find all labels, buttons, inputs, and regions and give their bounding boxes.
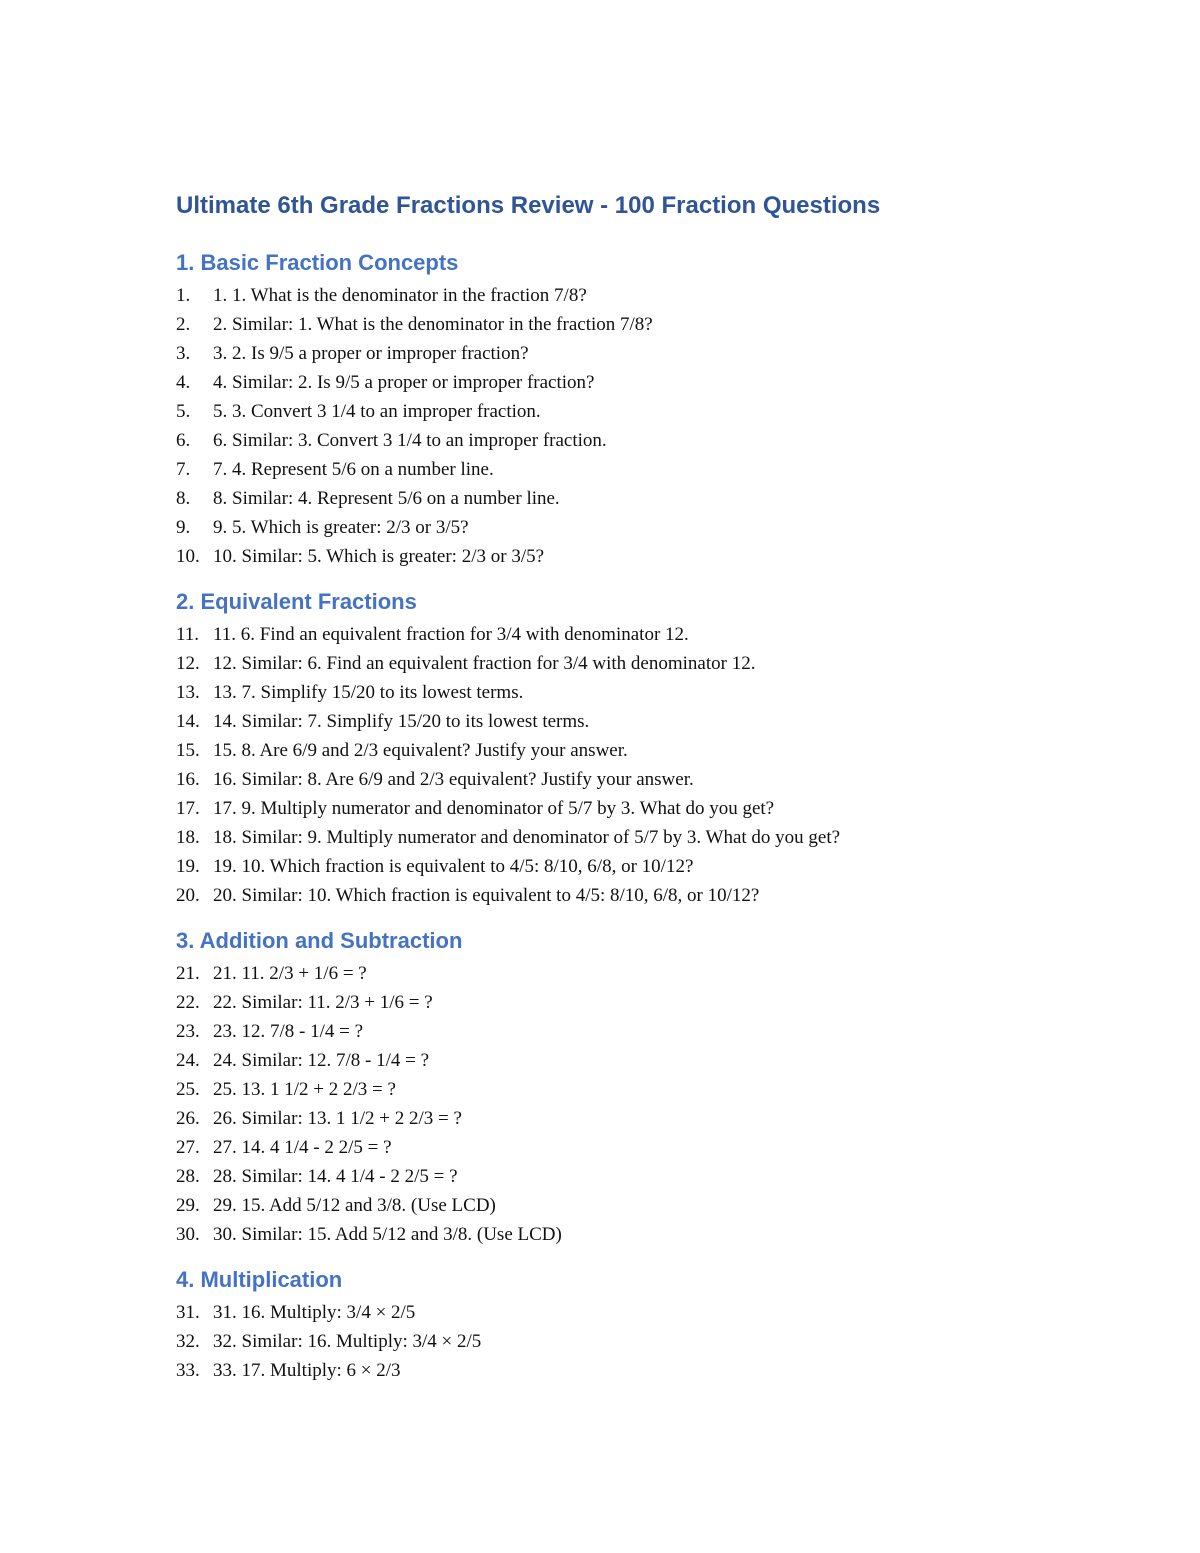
question-item [176,542,1076,571]
question-text: 5. 3. Convert 3 1/4 to an improper fraction. [213,401,541,422]
question-text: 26. Similar: 13. 1 1/2 + 2 2/3 = ? [213,1108,462,1129]
question-text: 27. 14. 4 1/4 - 2 2/5 = ? [213,1137,392,1158]
question-number: 18. [176,827,200,848]
question-text: 3. 2. Is 9/5 a proper or improper fraction? [213,343,529,364]
question-number: 31. [176,1302,200,1323]
question-item [176,1298,1076,1327]
question-text: 15. 8. Are 6/9 and 2/3 equivalent? Justify your answer. [213,740,628,761]
section-heading: 3. Addition and Subtraction [176,928,463,953]
question-item [176,281,1076,310]
question-number: 15. [176,740,200,761]
question-list [176,1298,1076,1385]
question-text: 20. Similar: 10. Which fraction is equivalent to 4/5: 8/10, 6/8, or 10/12? [213,885,760,906]
question-item [176,1162,1076,1191]
question-number: 26. [176,1108,200,1129]
question-item [176,678,1076,707]
question-text: 2. Similar: 1. What is the denominator in the fraction 7/8? [213,314,653,335]
question-item [176,765,1076,794]
question-number: 3. [176,343,191,364]
question-number: 16. [176,769,200,790]
question-number: 8. [176,488,191,509]
question-number: 23. [176,1021,200,1042]
question-item [176,339,1076,368]
question-number: 30. [176,1224,200,1245]
question-item [176,1191,1076,1220]
question-text: 8. Similar: 4. Represent 5/6 on a number line. [213,488,560,509]
question-text: 32. Similar: 16. Multiply: 3/4 × 2/5 [213,1331,482,1352]
question-item [176,397,1076,426]
section-heading: 2. Equivalent Fractions [176,589,417,614]
question-number: 13. [176,682,200,703]
question-text: 16. Similar: 8. Are 6/9 and 2/3 equivalent? Justify your answer. [213,769,694,790]
question-item [176,1046,1076,1075]
question-number: 32. [176,1331,200,1352]
sections-container [176,249,1076,1385]
question-number: 27. [176,1137,200,1158]
question-item [176,620,1076,649]
question-text: 21. 11. 2/3 + 1/6 = ? [213,963,367,984]
question-number: 2. [176,314,191,335]
question-item [176,310,1076,339]
question-item [176,736,1076,765]
question-number: 4. [176,372,191,393]
question-text: 14. Similar: 7. Simplify 15/20 to its lowest terms. [213,711,590,732]
question-text: 11. 6. Find an equivalent fraction for 3/4 with denominator 12. [213,624,689,645]
question-text: 4. Similar: 2. Is 9/5 a proper or improper fraction? [213,372,595,393]
question-item [176,455,1076,484]
question-item [176,959,1076,988]
question-text: 17. 9. Multiply numerator and denominator of 5/7 by 3. What do you get? [213,798,775,819]
question-text: 6. Similar: 3. Convert 3 1/4 to an improper fraction. [213,430,607,451]
question-item [176,1327,1076,1356]
question-number: 1. [176,285,191,306]
question-number: 14. [176,711,200,732]
question-number: 33. [176,1360,200,1381]
question-item [176,988,1076,1017]
question-number: 22. [176,992,200,1013]
question-text: 25. 13. 1 1/2 + 2 2/3 = ? [213,1079,396,1100]
question-number: 7. [176,459,191,480]
question-number: 10. [176,546,200,567]
question-item [176,426,1076,455]
question-item [176,1133,1076,1162]
question-number: 24. [176,1050,200,1071]
question-number: 17. [176,798,200,819]
question-number: 19. [176,856,200,877]
section-heading: 1. Basic Fraction Concepts [176,250,459,275]
section-2 [176,588,1076,910]
question-text: 30. Similar: 15. Add 5/12 and 3/8. (Use LCD) [213,1224,562,1245]
question-item [176,513,1076,542]
question-item [176,1017,1076,1046]
question-item [176,794,1076,823]
question-number: 20. [176,885,200,906]
section-heading: 4. Multiplication [176,1267,343,1292]
question-item [176,1075,1076,1104]
question-number: 25. [176,1079,200,1100]
question-number: 21. [176,963,200,984]
section-3 [176,927,1076,1249]
question-text: 33. 17. Multiply: 6 × 2/3 [213,1360,401,1381]
question-item [176,484,1076,513]
question-number: 11. [176,624,200,645]
question-number: 9. [176,517,191,538]
question-item [176,1220,1076,1249]
question-item [176,649,1076,678]
document-page [176,190,1076,1385]
question-text: 1. 1. What is the denominator in the fraction 7/8? [213,285,587,306]
question-text: 7. 4. Represent 5/6 on a number line. [213,459,494,480]
question-text: 18. Similar: 9. Multiply numerator and denominator of 5/7 by 3. What do you get? [213,827,841,848]
question-text: 24. Similar: 12. 7/8 - 1/4 = ? [213,1050,430,1071]
question-item [176,852,1076,881]
question-text: 29. 15. Add 5/12 and 3/8. (Use LCD) [213,1195,496,1216]
question-text: 31. 16. Multiply: 3/4 × 2/5 [213,1302,416,1323]
question-text: 10. Similar: 5. Which is greater: 2/3 or 3/5? [213,546,545,567]
question-item [176,881,1076,910]
question-item [176,368,1076,397]
question-list [176,620,1076,910]
question-text: 28. Similar: 14. 4 1/4 - 2 2/5 = ? [213,1166,458,1187]
question-list [176,959,1076,1249]
question-list [176,281,1076,571]
question-text: 13. 7. Simplify 15/20 to its lowest terms. [213,682,524,703]
question-item [176,823,1076,852]
question-text: 23. 12. 7/8 - 1/4 = ? [213,1021,364,1042]
question-number: 12. [176,653,200,674]
question-number: 28. [176,1166,200,1187]
question-number: 6. [176,430,191,451]
question-number: 5. [176,401,191,422]
section-1 [176,249,1076,571]
question-text: 22. Similar: 11. 2/3 + 1/6 = ? [213,992,433,1013]
question-text: 12. Similar: 6. Find an equivalent fraction for 3/4 with denominator 12. [213,653,756,674]
section-4 [176,1266,1076,1385]
document-title: Ultimate 6th Grade Fractions Review - 100 Fraction Questions [176,192,881,219]
question-item [176,707,1076,736]
question-item [176,1356,1076,1385]
question-text: 9. 5. Which is greater: 2/3 or 3/5? [213,517,469,538]
question-item [176,1104,1076,1133]
question-number: 29. [176,1195,200,1216]
question-text: 19. 10. Which fraction is equivalent to 4/5: 8/10, 6/8, or 10/12? [213,856,694,877]
